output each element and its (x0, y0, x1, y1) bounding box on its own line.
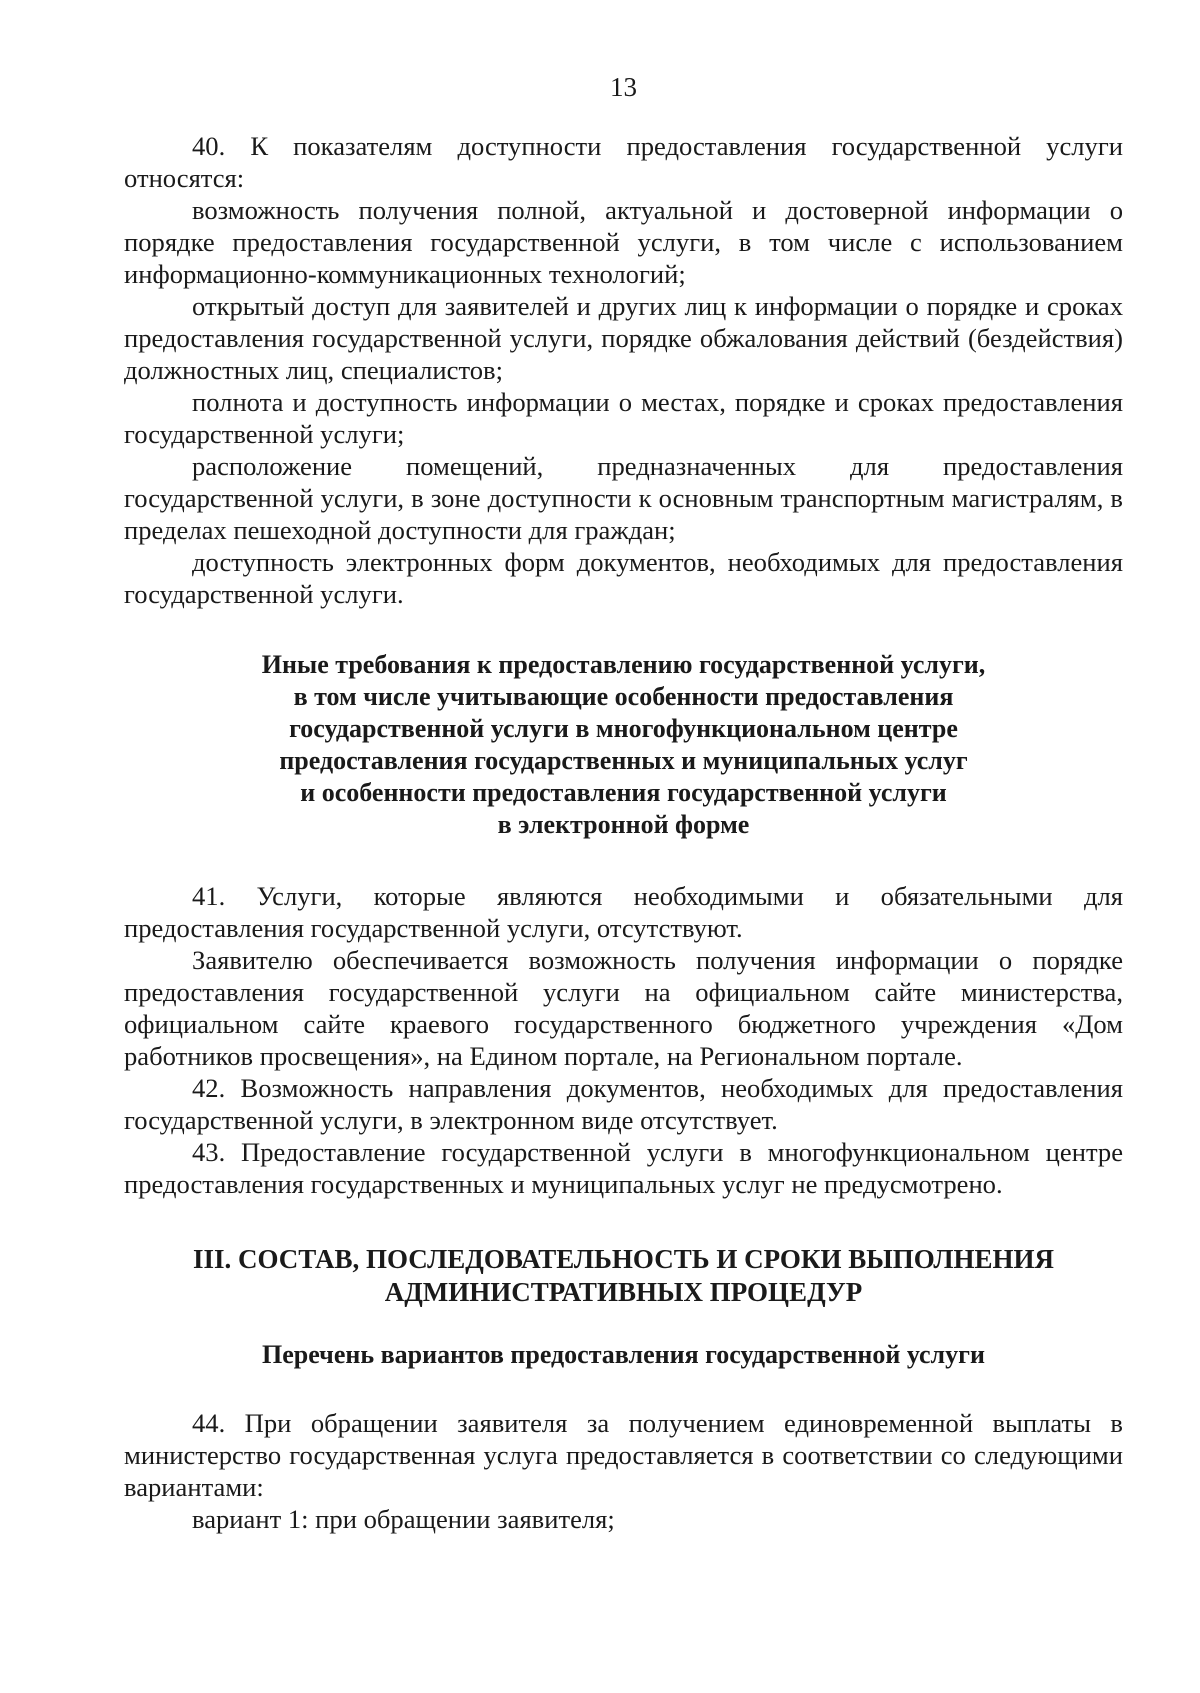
page-number: 13 (610, 72, 637, 102)
section-III-title (124, 1243, 1123, 1309)
paragraph-41: 41. Услуги, которые являются необходимыми и обязательными для предоставления государственной услуги, отсутствуют. (124, 881, 1123, 943)
section-41-43 (124, 880, 1123, 1200)
heading-line: в электронной форме (497, 810, 750, 839)
heading-line: и особенности предоставления государственной услуги (300, 778, 947, 807)
section-title-line: АДМИНИСТРАТИВНЫХ ПРОЦЕДУР (384, 1277, 863, 1307)
heading-line: Иные требования к предоставлению государственной услуги, (261, 650, 986, 679)
heading-line: в том числе учитывающие особенности предоставления (293, 682, 954, 711)
paragraph-40-item-3: полнота и доступность информации о местах, порядке и сроках предоставления государственной услуги; (124, 387, 1123, 449)
paragraph-40-intro: 40. К показателям доступности предоставления государственной услуги относятся: (124, 131, 1123, 193)
paragraph-44-variant-1: вариант 1: при обращении заявителя; (192, 1504, 615, 1534)
paragraph-43: 43. Предоставление государственной услуги в многофункциональном центре предоставления государственных и муниципальных услуг не предусмотрено. (124, 1137, 1123, 1199)
paragraph-42: 42. Возможность направления документов, необходимых для предоставления государственной услуги, в электронном виде отсутствует. (124, 1073, 1123, 1135)
heading-line: предоставления государственных и муниципальных услуг (279, 746, 968, 775)
section-title-line: III. СОСТАВ, ПОСЛЕДОВАТЕЛЬНОСТЬ И СРОКИ ВЫПОЛНЕНИЯ (192, 1244, 1055, 1274)
section-44 (124, 1407, 1123, 1535)
heading-line: государственной услуги в многофункциональном центре (289, 714, 958, 743)
paragraph-40-item-5: доступность электронных форм документов, необходимых для предоставления государственной услуги. (124, 547, 1123, 609)
paragraph-41-info: Заявителю обеспечивается возможность получения информации о порядке предоставления государственной услуги на официальном сайте министерства, официальном сайте краевого государственного бюджетного учреждения «Дом работников просвещения», на Едином портале, на Региональном портале. (124, 945, 1123, 1071)
heading-other-requirements (124, 649, 1123, 841)
paragraph-44: 44. При обращении заявителя за получением единовременной выплаты в министерство государственная услуга предоставляется в соответствии со следующими вариантами: (124, 1408, 1123, 1502)
paragraph-40-item-4: расположение помещений, предназначенных для предоставления государственной услуги, в зоне доступности к основным транспортным магистралям, в пределах пешеходной доступности для граждан; (124, 451, 1123, 545)
paragraph-40-item-2: открытый доступ для заявителей и других лиц к информации о порядке и сроках предоставления государственной услуги, порядке обжалования действий (бездействия) должностных лиц, специалистов; (124, 291, 1123, 385)
paragraph-40-item-1: возможность получения полной, актуальной и достоверной информации о порядке предоставления государственной услуги, в том числе с использованием информационно-коммуникационных технологий; (124, 195, 1123, 289)
subheading-variants: Перечень вариантов предоставления государственной услуги (262, 1340, 985, 1369)
document-page (124, 70, 1123, 1535)
section-40 (124, 130, 1123, 610)
